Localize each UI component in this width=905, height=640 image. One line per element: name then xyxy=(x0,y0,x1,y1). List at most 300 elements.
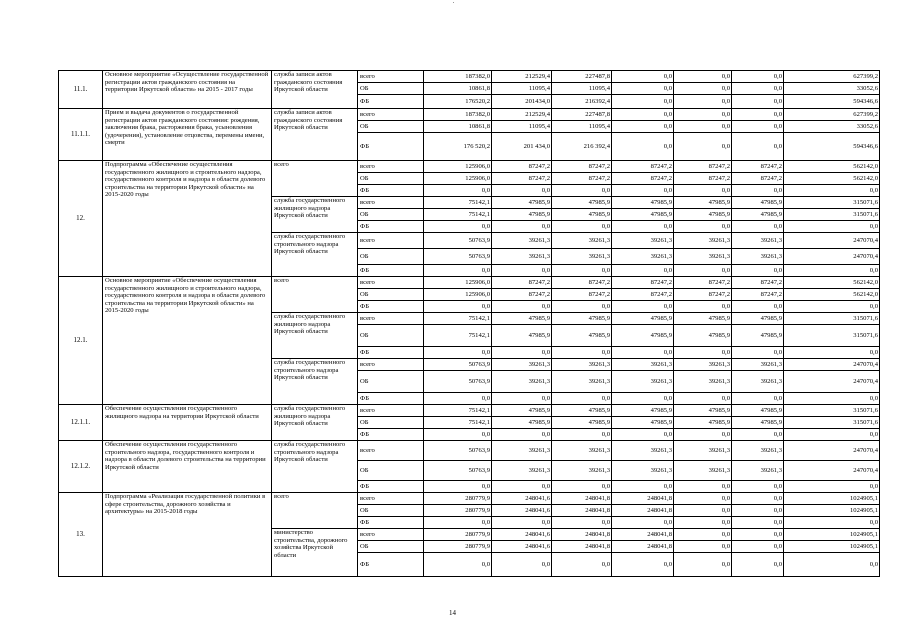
year-value-cell: 0,0 xyxy=(612,185,674,197)
year-value-cell: 0,0 xyxy=(732,481,784,493)
year-value-cell: 248041,6 xyxy=(492,493,552,505)
year-value-cell: 39261,3 xyxy=(552,371,612,393)
total-value-cell: 315071,6 xyxy=(784,313,880,325)
funding-source: ФБ xyxy=(358,393,424,405)
executor-cell: служба записи актов гражданского состояния Иркутской области xyxy=(272,109,358,161)
year-value-cell: 216392,4 xyxy=(552,95,612,109)
year-value-cell: 50763,9 xyxy=(424,359,492,371)
year-value-cell: 0,0 xyxy=(492,429,552,441)
year-value-cell: 0,0 xyxy=(552,517,612,529)
total-value-cell: 594346,6 xyxy=(784,95,880,109)
year-value-cell: 280779,9 xyxy=(424,541,492,553)
year-value-cell: 39261,3 xyxy=(492,371,552,393)
funding-source: всего xyxy=(358,161,424,173)
year-value-cell: 0,0 xyxy=(612,109,674,121)
funding-source: ОБ xyxy=(358,289,424,301)
year-value-cell: 0,0 xyxy=(612,347,674,359)
year-value-cell: 187382,0 xyxy=(424,71,492,83)
year-value-cell: 0,0 xyxy=(674,481,732,493)
year-value-cell: 39261,3 xyxy=(674,371,732,393)
year-value-cell: 0,0 xyxy=(674,553,732,577)
year-value-cell: 87247,2 xyxy=(674,289,732,301)
funding-source: всего xyxy=(358,313,424,325)
year-value-cell: 0,0 xyxy=(552,301,612,313)
total-value-cell: 0,0 xyxy=(784,429,880,441)
year-value-cell: 10861,8 xyxy=(424,121,492,133)
year-value-cell: 47985,9 xyxy=(552,325,612,347)
year-value-cell: 248041,8 xyxy=(612,529,674,541)
year-value-cell: 0,0 xyxy=(492,393,552,405)
year-value-cell: 0,0 xyxy=(552,429,612,441)
year-value-cell: 39261,3 xyxy=(552,359,612,371)
total-value-cell: 1024905,1 xyxy=(784,505,880,517)
budget-table xyxy=(58,70,880,577)
year-value-cell: 87247,2 xyxy=(492,161,552,173)
year-value-cell: 39261,3 xyxy=(612,233,674,249)
year-value-cell: 0,0 xyxy=(612,71,674,83)
executor-cell: служба государственного жилищного надзора Иркутской области xyxy=(272,197,358,233)
year-value-cell: 0,0 xyxy=(732,541,784,553)
total-value-cell: 1024905,1 xyxy=(784,541,880,553)
year-value-cell: 47985,9 xyxy=(612,197,674,209)
year-value-cell: 47985,9 xyxy=(732,197,784,209)
year-value-cell: 0,0 xyxy=(674,429,732,441)
year-value-cell: 47985,9 xyxy=(612,417,674,429)
year-value-cell: 47985,9 xyxy=(732,209,784,221)
total-value-cell: 33052,6 xyxy=(784,83,880,95)
year-value-cell: 0,0 xyxy=(674,221,732,233)
year-value-cell: 125906,0 xyxy=(424,289,492,301)
year-value-cell: 125906,0 xyxy=(424,277,492,289)
year-value-cell: 47985,9 xyxy=(612,405,674,417)
funding-source: ФБ xyxy=(358,429,424,441)
year-value-cell: 0,0 xyxy=(552,221,612,233)
year-value-cell: 75142,1 xyxy=(424,313,492,325)
year-value-cell: 0,0 xyxy=(424,185,492,197)
year-value-cell: 0,0 xyxy=(674,347,732,359)
year-value-cell: 280779,9 xyxy=(424,505,492,517)
total-value-cell: 0,0 xyxy=(784,301,880,313)
executor-cell: служба государственного строительного надзора Иркутской области xyxy=(272,233,358,277)
year-value-cell: 39261,3 xyxy=(612,359,674,371)
year-value-cell: 0,0 xyxy=(552,481,612,493)
total-value-cell: 315071,6 xyxy=(784,417,880,429)
year-value-cell: 0,0 xyxy=(612,133,674,161)
funding-source: ФБ xyxy=(358,265,424,277)
year-value-cell: 87247,2 xyxy=(552,277,612,289)
table-row xyxy=(59,71,880,83)
total-value-cell: 0,0 xyxy=(784,481,880,493)
year-value-cell: 248041,8 xyxy=(612,493,674,505)
year-value-cell: 0,0 xyxy=(552,265,612,277)
year-value-cell: 39261,3 xyxy=(552,441,612,461)
table-row xyxy=(59,493,880,505)
year-value-cell: 47985,9 xyxy=(552,209,612,221)
funding-source: ФБ xyxy=(358,553,424,577)
total-value-cell: 247070,4 xyxy=(784,441,880,461)
funding-source: ОБ xyxy=(358,209,424,221)
year-value-cell: 87247,2 xyxy=(552,161,612,173)
year-value-cell: 248041,6 xyxy=(492,529,552,541)
executor-cell: служба записи актов гражданского состояния Иркутской области xyxy=(272,71,358,109)
year-value-cell: 248041,6 xyxy=(492,541,552,553)
year-value-cell: 0,0 xyxy=(674,133,732,161)
year-value-cell: 0,0 xyxy=(612,83,674,95)
measure-name: Обеспечение осуществления государственного жилищного надзора на территории Иркутской области xyxy=(103,405,272,441)
year-value-cell: 47985,9 xyxy=(732,417,784,429)
year-value-cell: 0,0 xyxy=(612,301,674,313)
year-value-cell: 39261,3 xyxy=(732,233,784,249)
year-value-cell: 0,0 xyxy=(674,95,732,109)
year-value-cell: 11095,4 xyxy=(492,121,552,133)
funding-source: ОБ xyxy=(358,173,424,185)
executor-cell: всего xyxy=(272,493,358,529)
measure-name: Обеспечение осуществления государственного строительного надзора, государственного контроля и надзора в области долевого строительства на территории Иркутской области xyxy=(103,441,272,493)
year-value-cell: 280779,9 xyxy=(424,493,492,505)
total-value-cell: 247070,4 xyxy=(784,249,880,265)
funding-source: ФБ xyxy=(358,481,424,493)
funding-source: ФБ xyxy=(358,517,424,529)
year-value-cell: 39261,3 xyxy=(552,233,612,249)
row-number: 11.1.1. xyxy=(59,109,103,161)
measure-name: Основное мероприятие «Обеспечение осуществления государственного жилищного и строительного надзора, государственного контроля и надзора в области долевого строительства на территории Иркутской области» на 2015-2020 годы xyxy=(103,277,272,405)
year-value-cell: 39261,3 xyxy=(552,249,612,265)
year-value-cell: 47985,9 xyxy=(732,405,784,417)
year-value-cell: 39261,3 xyxy=(492,441,552,461)
year-value-cell: 87247,2 xyxy=(492,277,552,289)
year-value-cell: 125906,0 xyxy=(424,161,492,173)
year-value-cell: 47985,9 xyxy=(552,313,612,325)
year-value-cell: 39261,3 xyxy=(674,441,732,461)
total-value-cell: 0,0 xyxy=(784,221,880,233)
funding-source: ОБ xyxy=(358,461,424,481)
year-value-cell: 0,0 xyxy=(732,517,784,529)
year-value-cell: 248041,8 xyxy=(552,529,612,541)
year-value-cell: 0,0 xyxy=(612,429,674,441)
year-value-cell: 0,0 xyxy=(492,185,552,197)
year-value-cell: 47985,9 xyxy=(492,313,552,325)
total-value-cell: 315071,6 xyxy=(784,405,880,417)
year-value-cell: 0,0 xyxy=(674,517,732,529)
total-value-cell: 247070,4 xyxy=(784,359,880,371)
year-value-cell: 47985,9 xyxy=(674,197,732,209)
year-value-cell: 0,0 xyxy=(552,347,612,359)
year-value-cell: 39261,3 xyxy=(732,371,784,393)
year-value-cell: 87247,2 xyxy=(612,289,674,301)
year-value-cell: 0,0 xyxy=(424,265,492,277)
executor-cell: министерство строительства, дорожного хозяйства Иркутской области xyxy=(272,529,358,577)
year-value-cell: 47985,9 xyxy=(674,313,732,325)
total-value-cell: 0,0 xyxy=(784,185,880,197)
year-value-cell: 0,0 xyxy=(424,393,492,405)
year-value-cell: 0,0 xyxy=(732,221,784,233)
year-value-cell: 10861,8 xyxy=(424,83,492,95)
year-value-cell: 0,0 xyxy=(732,553,784,577)
total-value-cell: 33052,6 xyxy=(784,121,880,133)
year-value-cell: 75142,1 xyxy=(424,209,492,221)
year-value-cell: 47985,9 xyxy=(732,325,784,347)
year-value-cell: 248041,8 xyxy=(552,505,612,517)
page-number: 14 xyxy=(449,609,456,617)
funding-source: ФБ xyxy=(358,347,424,359)
year-value-cell: 47985,9 xyxy=(674,417,732,429)
year-value-cell: 47985,9 xyxy=(492,197,552,209)
executor-cell: всего xyxy=(272,161,358,197)
total-value-cell: 627399,2 xyxy=(784,71,880,83)
year-value-cell: 248041,8 xyxy=(552,493,612,505)
year-value-cell: 39261,3 xyxy=(674,461,732,481)
year-value-cell: 227487,8 xyxy=(552,109,612,121)
year-value-cell: 248041,8 xyxy=(612,541,674,553)
row-number: 11.1. xyxy=(59,71,103,109)
year-value-cell: 0,0 xyxy=(732,133,784,161)
funding-source: ФБ xyxy=(358,185,424,197)
year-value-cell: 47985,9 xyxy=(674,325,732,347)
year-value-cell: 0,0 xyxy=(732,529,784,541)
funding-source: ФБ xyxy=(358,301,424,313)
year-value-cell: 0,0 xyxy=(612,553,674,577)
year-value-cell: 0,0 xyxy=(612,95,674,109)
year-value-cell: 39261,3 xyxy=(492,249,552,265)
year-value-cell: 0,0 xyxy=(492,553,552,577)
table-row xyxy=(59,161,880,173)
year-value-cell: 87247,2 xyxy=(492,173,552,185)
year-value-cell: 125906,0 xyxy=(424,173,492,185)
total-value-cell: 0,0 xyxy=(784,393,880,405)
year-value-cell: 87247,2 xyxy=(552,173,612,185)
year-value-cell: 87247,2 xyxy=(612,173,674,185)
funding-source: ОБ xyxy=(358,121,424,133)
year-value-cell: 0,0 xyxy=(674,121,732,133)
year-value-cell: 0,0 xyxy=(492,347,552,359)
year-value-cell: 47985,9 xyxy=(732,313,784,325)
year-value-cell: 47985,9 xyxy=(552,417,612,429)
year-value-cell: 201434,0 xyxy=(492,95,552,109)
total-value-cell: 247070,4 xyxy=(784,233,880,249)
year-value-cell: 87247,2 xyxy=(674,161,732,173)
funding-source: ФБ xyxy=(358,221,424,233)
year-value-cell: 0,0 xyxy=(674,265,732,277)
funding-source: ФБ xyxy=(358,133,424,161)
year-value-cell: 0,0 xyxy=(732,347,784,359)
year-value-cell: 39261,3 xyxy=(732,441,784,461)
year-value-cell: 87247,2 xyxy=(492,289,552,301)
funding-source: всего xyxy=(358,441,424,461)
year-value-cell: 0,0 xyxy=(612,481,674,493)
year-value-cell: 39261,3 xyxy=(674,233,732,249)
row-number: 12.1.1. xyxy=(59,405,103,441)
year-value-cell: 0,0 xyxy=(424,517,492,529)
year-value-cell: 11095,4 xyxy=(552,83,612,95)
funding-source: всего xyxy=(358,529,424,541)
year-value-cell: 0,0 xyxy=(612,221,674,233)
total-value-cell: 594346,6 xyxy=(784,133,880,161)
year-value-cell: 0,0 xyxy=(732,301,784,313)
year-value-cell: 39261,3 xyxy=(674,249,732,265)
year-value-cell: 87247,2 xyxy=(612,161,674,173)
year-value-cell: 0,0 xyxy=(424,347,492,359)
row-number: 12. xyxy=(59,161,103,277)
year-value-cell: 0,0 xyxy=(732,71,784,83)
year-value-cell: 0,0 xyxy=(424,221,492,233)
year-value-cell: 75142,1 xyxy=(424,417,492,429)
year-value-cell: 0,0 xyxy=(732,429,784,441)
total-value-cell: 247070,4 xyxy=(784,461,880,481)
funding-source: всего xyxy=(358,359,424,371)
year-value-cell: 0,0 xyxy=(424,481,492,493)
row-number: 13. xyxy=(59,493,103,577)
year-value-cell: 47985,9 xyxy=(552,405,612,417)
year-value-cell: 0,0 xyxy=(424,301,492,313)
funding-source: ОБ xyxy=(358,371,424,393)
year-value-cell: 47985,9 xyxy=(492,417,552,429)
year-value-cell: 0,0 xyxy=(732,95,784,109)
year-value-cell: 39261,3 xyxy=(492,359,552,371)
year-value-cell: 50763,9 xyxy=(424,461,492,481)
year-value-cell: 0,0 xyxy=(732,109,784,121)
year-value-cell: 0,0 xyxy=(674,83,732,95)
total-value-cell: 1024905,1 xyxy=(784,529,880,541)
year-value-cell: 0,0 xyxy=(732,83,784,95)
year-value-cell: 0,0 xyxy=(674,71,732,83)
year-value-cell: 0,0 xyxy=(492,481,552,493)
executor-cell: служба государственного жилищного надзора Иркутской области xyxy=(272,405,358,441)
total-value-cell: 1024905,1 xyxy=(784,493,880,505)
funding-source: всего xyxy=(358,493,424,505)
year-value-cell: 0,0 xyxy=(732,505,784,517)
year-value-cell: 227487,8 xyxy=(552,71,612,83)
year-value-cell: 0,0 xyxy=(552,185,612,197)
year-value-cell: 87247,2 xyxy=(732,277,784,289)
table-row xyxy=(59,405,880,417)
funding-source: всего xyxy=(358,197,424,209)
scan-dot xyxy=(453,2,454,3)
table-row xyxy=(59,277,880,289)
year-value-cell: 47985,9 xyxy=(612,313,674,325)
year-value-cell: 212529,4 xyxy=(492,109,552,121)
year-value-cell: 0,0 xyxy=(674,185,732,197)
year-value-cell: 0,0 xyxy=(674,505,732,517)
year-value-cell: 0,0 xyxy=(732,121,784,133)
year-value-cell: 87247,2 xyxy=(732,173,784,185)
year-value-cell: 47985,9 xyxy=(492,209,552,221)
year-value-cell: 0,0 xyxy=(612,265,674,277)
total-value-cell: 0,0 xyxy=(784,265,880,277)
row-number: 12.1.2. xyxy=(59,441,103,493)
funding-source: всего xyxy=(358,233,424,249)
year-value-cell: 47985,9 xyxy=(674,405,732,417)
year-value-cell: 11095,4 xyxy=(552,121,612,133)
year-value-cell: 47985,9 xyxy=(612,209,674,221)
year-value-cell: 0,0 xyxy=(492,221,552,233)
year-value-cell: 0,0 xyxy=(424,553,492,577)
year-value-cell: 0,0 xyxy=(732,393,784,405)
total-value-cell: 0,0 xyxy=(784,517,880,529)
year-value-cell: 11095,4 xyxy=(492,83,552,95)
year-value-cell: 201 434,0 xyxy=(492,133,552,161)
measure-name: Подпрограмма «Обеспечение осуществления государственного жилищного и строительного надзора, государственного контроля и надзора в области долевого строительства на территории Иркутской области» на 2015-2020 годы xyxy=(103,161,272,277)
funding-source: ОБ xyxy=(358,249,424,265)
measure-name: Прием и выдача документов о государственной регистрации актов гражданского состояния: рождения, заключения брака, расторжения брака, усыновления (удочерения), установление отцовства, перемены имени, смерти xyxy=(103,109,272,161)
total-value-cell: 627399,2 xyxy=(784,109,880,121)
funding-source: ОБ xyxy=(358,417,424,429)
year-value-cell: 50763,9 xyxy=(424,371,492,393)
year-value-cell: 87247,2 xyxy=(552,289,612,301)
year-value-cell: 0,0 xyxy=(732,185,784,197)
total-value-cell: 315071,6 xyxy=(784,197,880,209)
year-value-cell: 87247,2 xyxy=(674,277,732,289)
total-value-cell: 562142,0 xyxy=(784,277,880,289)
year-value-cell: 0,0 xyxy=(492,517,552,529)
year-value-cell: 0,0 xyxy=(674,493,732,505)
year-value-cell: 50763,9 xyxy=(424,441,492,461)
year-value-cell: 280779,9 xyxy=(424,529,492,541)
year-value-cell: 176 520,2 xyxy=(424,133,492,161)
year-value-cell: 0,0 xyxy=(674,393,732,405)
year-value-cell: 0,0 xyxy=(674,109,732,121)
year-value-cell: 87247,2 xyxy=(674,173,732,185)
year-value-cell: 0,0 xyxy=(732,493,784,505)
executor-cell: служба государственного строительного надзора Иркутской области xyxy=(272,359,358,405)
year-value-cell: 87247,2 xyxy=(732,289,784,301)
year-value-cell: 39261,3 xyxy=(612,249,674,265)
year-value-cell: 212529,4 xyxy=(492,71,552,83)
year-value-cell: 50763,9 xyxy=(424,249,492,265)
total-value-cell: 315071,6 xyxy=(784,209,880,221)
total-value-cell: 562142,0 xyxy=(784,173,880,185)
year-value-cell: 75142,1 xyxy=(424,197,492,209)
year-value-cell: 39261,3 xyxy=(674,359,732,371)
measure-name: Основное мероприятие «Осуществление государственной регистрации актов гражданского состояния на территории Иркутской области» на 2015 - 2017 годы xyxy=(103,71,272,109)
year-value-cell: 0,0 xyxy=(612,393,674,405)
year-value-cell: 176520,2 xyxy=(424,95,492,109)
year-value-cell: 39261,3 xyxy=(492,233,552,249)
funding-source: ОБ xyxy=(358,505,424,517)
year-value-cell: 47985,9 xyxy=(492,405,552,417)
year-value-cell: 47985,9 xyxy=(612,325,674,347)
year-value-cell: 87247,2 xyxy=(612,277,674,289)
total-value-cell: 315071,6 xyxy=(784,325,880,347)
year-value-cell: 248041,6 xyxy=(492,505,552,517)
year-value-cell: 187382,0 xyxy=(424,109,492,121)
table-row xyxy=(59,441,880,461)
year-value-cell: 39261,3 xyxy=(732,249,784,265)
funding-source: ОБ xyxy=(358,325,424,347)
year-value-cell: 47985,9 xyxy=(552,197,612,209)
year-value-cell: 39261,3 xyxy=(492,461,552,481)
executor-cell: служба государственного строительного надзора Иркутской области xyxy=(272,441,358,493)
table-row xyxy=(59,109,880,121)
funding-source: ОБ xyxy=(358,83,424,95)
year-value-cell: 39261,3 xyxy=(732,359,784,371)
year-value-cell: 0,0 xyxy=(612,517,674,529)
funding-source: всего xyxy=(358,109,424,121)
year-value-cell: 39261,3 xyxy=(612,461,674,481)
measure-name: Подпрограмма «Реализация государственной политики в сфере строительства, дорожного хозяйства и архитектуры» на 2015-2018 годы xyxy=(103,493,272,577)
row-number: 12.1. xyxy=(59,277,103,405)
total-value-cell: 247070,4 xyxy=(784,371,880,393)
year-value-cell: 0,0 xyxy=(492,265,552,277)
funding-source: ФБ xyxy=(358,95,424,109)
year-value-cell: 75142,1 xyxy=(424,325,492,347)
year-value-cell: 0,0 xyxy=(552,553,612,577)
year-value-cell: 39261,3 xyxy=(552,461,612,481)
funding-source: ОБ xyxy=(358,541,424,553)
year-value-cell: 0,0 xyxy=(674,301,732,313)
funding-source: всего xyxy=(358,71,424,83)
year-value-cell: 47985,9 xyxy=(674,209,732,221)
funding-source: всего xyxy=(358,277,424,289)
